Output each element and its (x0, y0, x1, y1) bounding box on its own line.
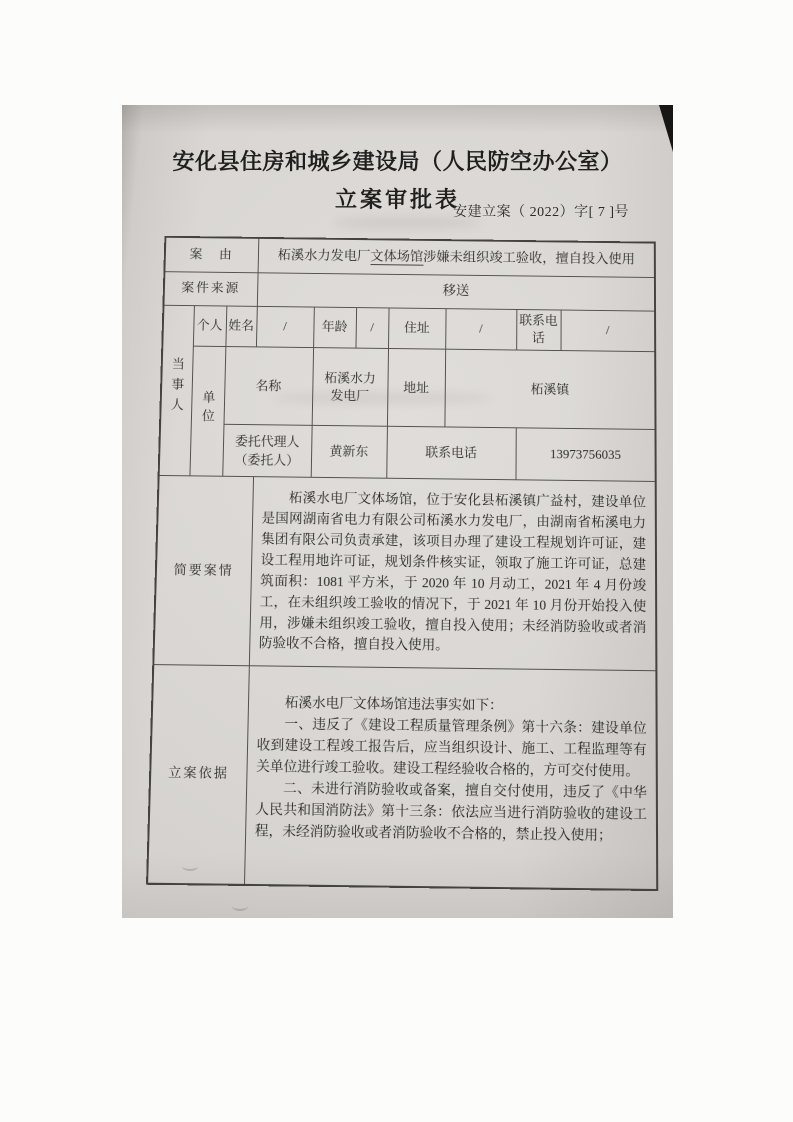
individual-age-label: 年龄 (313, 307, 356, 349)
unit-type-label-cell (189, 346, 225, 476)
party-group-label-cell (159, 305, 194, 476)
agent-label-line1: 委托代理人 (234, 433, 300, 449)
pencil-smudge (182, 862, 198, 871)
basis-row (147, 665, 657, 890)
case-source-label: 案件来源 (163, 271, 257, 306)
unit-name-value: 柘溪水力发电厂 (312, 348, 388, 427)
individual-phone-value: / (561, 310, 656, 352)
unit-name-label: 名称 (223, 347, 313, 426)
case-cause-text-suffix: 涉嫌未组织竣工验收，擅自投入使用 (423, 249, 635, 267)
basis-paragraph: 一、违反了《建设工程质量管理条例》第十六条：建设单位收到建设工程竣工报告后，应当组织设计、施工、工程监理等有关单位进行竣工验收。建设工程经验收合格的，方可交付使用。 (256, 716, 647, 779)
case-cause-underlined-text: 文体场馆 (370, 248, 424, 264)
brief-label: 简要案情 (153, 476, 253, 666)
individual-address-value: / (445, 308, 516, 350)
individual-address-label: 住址 (388, 307, 446, 349)
case-form-table (146, 236, 658, 891)
party-agent-row (159, 424, 656, 482)
agent-label (222, 424, 311, 477)
individual-name-label: 姓名 (225, 306, 256, 348)
basis-content-cell (244, 666, 657, 890)
individual-name-value: / (256, 306, 314, 348)
party-individual-row (162, 305, 655, 352)
case-cause-row (164, 237, 655, 277)
form-title: 安化县住房和城乡建设局（人民防空办公室） (172, 149, 623, 174)
agent-name-value: 黄新东 (311, 426, 387, 479)
individual-age-value: / (356, 307, 389, 349)
individual-phone-label: 联系电话 (516, 309, 560, 351)
basis-paragraph: 柘溪水电厂文体场馆违法事实如下： (284, 695, 503, 714)
agent-label-line2: （委托人） (234, 452, 300, 468)
individual-type-label: 个人 (193, 305, 227, 347)
party-group-label: 当事人 (168, 356, 185, 419)
case-cause-text-prefix: 柘溪水力发电厂 (277, 247, 371, 263)
unit-type-label: 单位 (199, 389, 216, 428)
basis-label: 立案依据 (147, 665, 249, 885)
agent-phone-label: 联系电话 (386, 426, 516, 480)
brief-content-cell (249, 477, 657, 671)
brief-paragraph: 柘溪水电厂文体场馆，位于安化县柘溪镇广益村，建设单位是国网湖南省电力有限公司柘溪水力发电厂，由湖南省柘溪电力集团有限公司负责承建，该项目办理了建设工程规划许可证，建设工程用地许可证，规划条件核实证，领取了施工许可证，总建筑面积：1081 平方米，于 2020 年 10 月动工，2021 年 4 月份竣工，在未组织竣工验收的情况下，于 2021 年 10 月份开始投入使用，涉嫌未组织竣工验收，擅自投入使用；未经消防验收或者消防验收不合格，擅自投入使用。 (258, 490, 647, 654)
pencil-smudge (232, 902, 248, 911)
brief-row (153, 476, 656, 671)
document-photo (122, 105, 673, 918)
case-cause-label: 案 由 (164, 237, 258, 273)
party-unit-row (160, 346, 656, 430)
unit-address-label: 地址 (387, 349, 445, 427)
unit-address-value: 柘溪镇 (444, 349, 655, 429)
case-cause-value (258, 238, 655, 277)
basis-paragraph: 二、未进行消防验收或备案，擅自交付使用，违反了《中华人民共和国消防法》第十三条：依法应当进行消防验收的建设工程，未经消防验收或者消防验收不合格的，禁止投入使用； (254, 780, 647, 843)
form-subtitle: 立案审批表 (334, 187, 460, 212)
case-source-value: 移送 (257, 272, 655, 310)
agent-phone-value: 13973756035 (516, 428, 656, 482)
doc-number: 安建立案（ 2022）字[ 7 ]号 (453, 205, 629, 220)
